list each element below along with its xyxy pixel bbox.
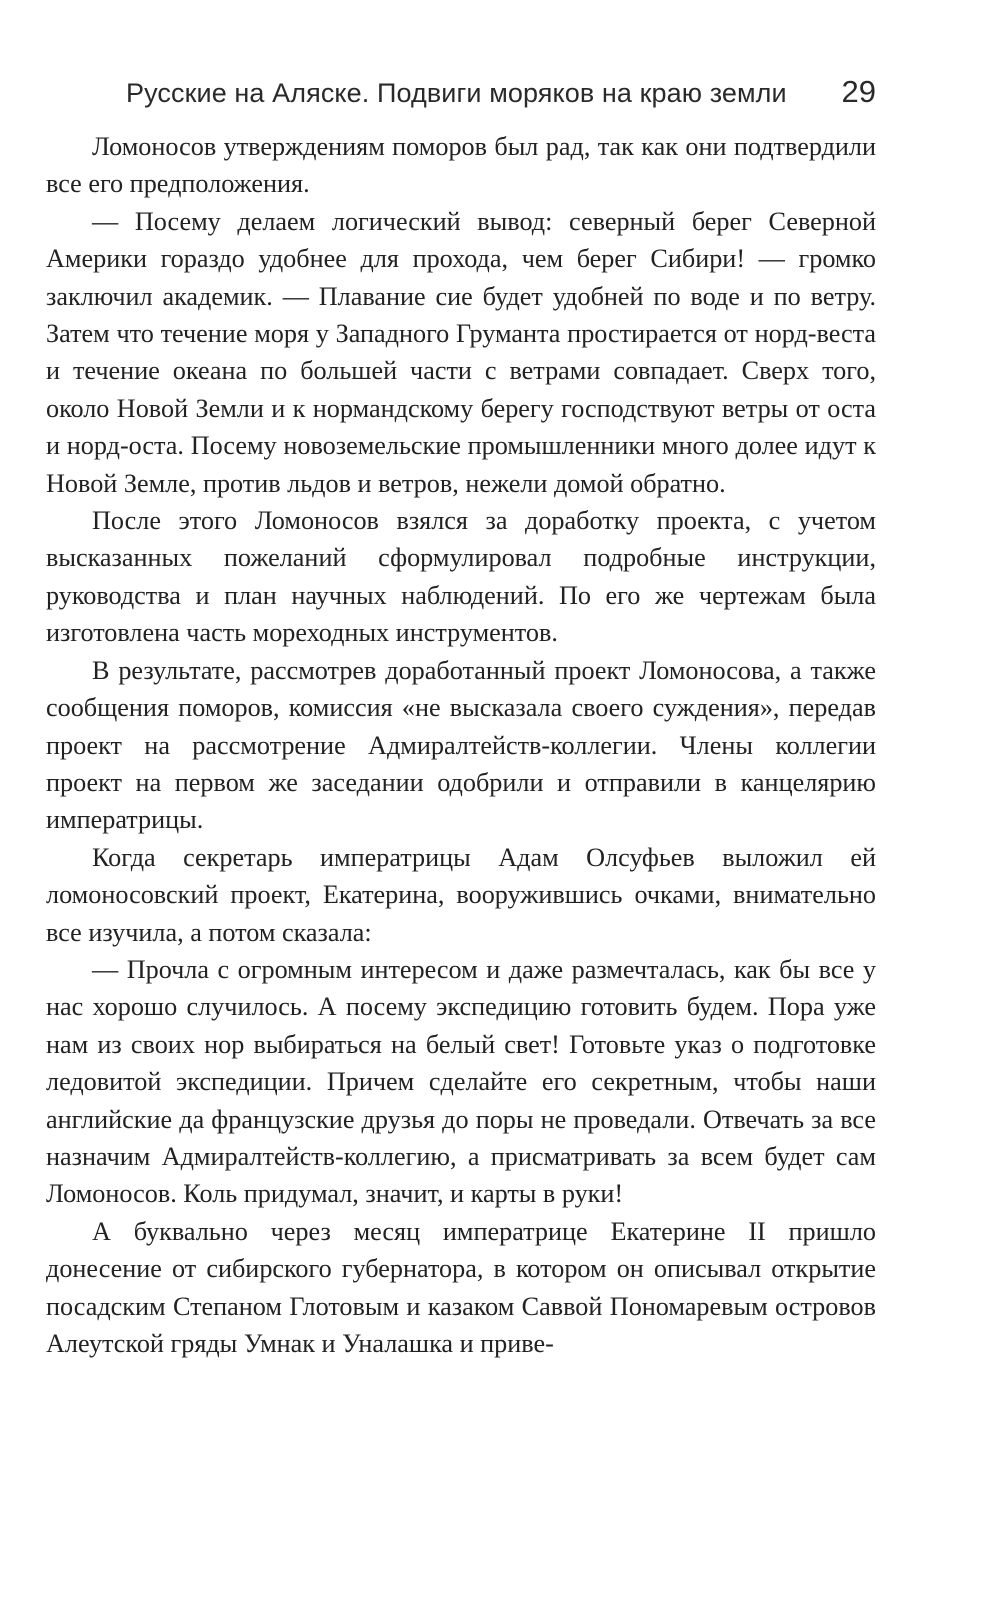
header-title: Русские на Аляске. Подвиги моряков на краю земли [126, 78, 787, 108]
paragraph-1: Ломоносов утверждениям поморов был рад, так как они подтвердили все его предположения. [46, 132, 876, 199]
paragraph-4: В результате, рассмотрев доработанный проект Ломоносова, а также сообщения поморов, комиссия «не высказала своего суждения», передав проект на рассмотрение Адмиралтейств-коллегии. Члены коллегии проект на первом же заседании одобрили и отправили в канцелярию императрицы. [46, 655, 876, 835]
page-number: 29 [841, 74, 876, 109]
paragraph-3: После этого Ломоносов взялся за доработку проекта, с учетом высказанных пожеланий сформулировал подробные инструкции, руководства и план научных наблюдений. По его же чертежам была изготовлена часть мореходных инструментов. [46, 506, 876, 648]
paragraph-7: А буквально через месяц императрице Екатерине II пришло донесение от сибирского губернатора, в котором он описывал открытие посадским Степаном Глотовым и казаком Саввой Пономаревым островов Алеутской гряды Умнак и Уналашка и приве- [46, 1216, 876, 1358]
body-text [46, 128, 876, 1362]
paragraph-2: — Посему делаем логический вывод: северный берег Северной Америки гораздо удобнее для прохода, чем берег Сибири! — громко заключил академик. — Плавание сие будет удобней по воде и по ветру. Затем что течение моря у Западного Груманта простирается от норд-веста и течение океана по большей части с ветрами совпадает. Сверх того, около Новой Земли и к нормандскому берегу господствуют ветры от оста и норд-оста. Посему новоземельские промышленники много долее идут к Новой Земле, против льдов и ветров, нежели домой обратно. [46, 206, 876, 498]
paragraph-6: — Прочла с огромным интересом и даже размечталась, как бы все у нас хорошо случилось. А посему экспедицию готовить будем. Пора уже нам из своих нор выбираться на белый свет! Готовьте указ о подготовке ледовитой экспедиции. Причем сделайте его секретным, чтобы наши английские да французские друзья до поры не проведали. Отвечать за все назначим Адмиралтейств-коллегию, а присматривать за всем будет сам Ломоносов. Коль придумал, значит, и карты в руки! [46, 954, 876, 1209]
running-header [126, 72, 876, 116]
paragraph-5: Когда секретарь императрицы Адам Олсуфьев выложил ей ломоносовский проект, Екатерина, вооружившись очками, внимательно все изучила, а потом сказала: [46, 842, 876, 947]
